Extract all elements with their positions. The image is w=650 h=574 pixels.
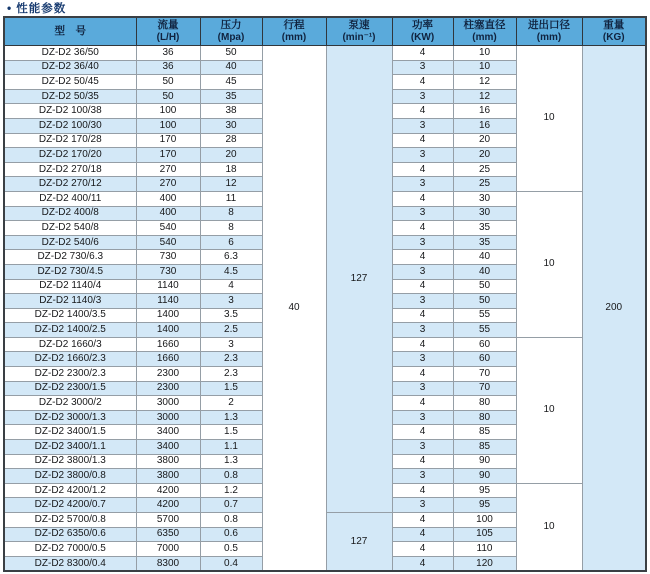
cell-plunger: 55 <box>453 308 516 323</box>
cell-plunger: 90 <box>453 454 516 469</box>
cell-pressure: 1.1 <box>200 440 262 455</box>
cell-power: 4 <box>392 556 453 571</box>
cell-power: 3 <box>392 60 453 75</box>
cell-pressure: 35 <box>200 89 262 104</box>
cell-power: 4 <box>392 483 453 498</box>
merged-cell-weight: 200 <box>582 46 646 572</box>
cell-power: 4 <box>392 454 453 469</box>
cell-pressure: 3 <box>200 337 262 352</box>
cell-model: DZ-D2 540/6 <box>4 235 136 250</box>
performance-table <box>3 16 647 572</box>
cell-plunger: 10 <box>453 46 516 61</box>
cell-power: 4 <box>392 279 453 294</box>
cell-pressure: 8 <box>200 206 262 221</box>
cell-model: DZ-D2 400/8 <box>4 206 136 221</box>
cell-pressure: 0.6 <box>200 527 262 542</box>
cell-plunger: 30 <box>453 206 516 221</box>
cell-flow: 100 <box>136 104 200 119</box>
cell-flow: 3000 <box>136 396 200 411</box>
cell-plunger: 70 <box>453 367 516 382</box>
cell-pressure: 4 <box>200 279 262 294</box>
cell-power: 3 <box>392 381 453 396</box>
cell-pressure: 0.4 <box>200 556 262 571</box>
cell-power: 3 <box>392 410 453 425</box>
cell-flow: 1660 <box>136 352 200 367</box>
merged-cell-speed: 127 <box>326 46 392 513</box>
cell-plunger: 50 <box>453 294 516 309</box>
cell-power: 4 <box>392 104 453 119</box>
cell-flow: 730 <box>136 264 200 279</box>
cell-pressure: 28 <box>200 133 262 148</box>
cell-flow: 2300 <box>136 367 200 382</box>
cell-pressure: 38 <box>200 104 262 119</box>
cell-flow: 3400 <box>136 425 200 440</box>
cell-power: 3 <box>392 206 453 221</box>
cell-model: DZ-D2 270/18 <box>4 162 136 177</box>
cell-pressure: 3.5 <box>200 308 262 323</box>
cell-flow: 170 <box>136 133 200 148</box>
cell-flow: 50 <box>136 89 200 104</box>
cell-plunger: 80 <box>453 396 516 411</box>
cell-plunger: 95 <box>453 498 516 513</box>
cell-power: 4 <box>392 527 453 542</box>
cell-power: 4 <box>392 221 453 236</box>
merged-cell-port: 10 <box>516 337 582 483</box>
cell-model: DZ-D2 1140/4 <box>4 279 136 294</box>
cell-flow: 100 <box>136 118 200 133</box>
cell-power: 3 <box>392 440 453 455</box>
cell-power: 3 <box>392 235 453 250</box>
cell-model: DZ-D2 2300/1.5 <box>4 381 136 396</box>
table-header <box>4 17 646 46</box>
cell-plunger: 25 <box>453 177 516 192</box>
cell-power: 4 <box>392 46 453 61</box>
cell-power: 4 <box>392 133 453 148</box>
cell-flow: 50 <box>136 75 200 90</box>
cell-power: 3 <box>392 498 453 513</box>
cell-plunger: 20 <box>453 148 516 163</box>
cell-plunger: 80 <box>453 410 516 425</box>
cell-power: 4 <box>392 162 453 177</box>
cell-model: DZ-D2 2300/2.3 <box>4 367 136 382</box>
cell-flow: 36 <box>136 60 200 75</box>
cell-power: 4 <box>392 308 453 323</box>
cell-flow: 1140 <box>136 279 200 294</box>
cell-plunger: 85 <box>453 440 516 455</box>
cell-flow: 1400 <box>136 323 200 338</box>
cell-power: 3 <box>392 469 453 484</box>
cell-pressure: 2.3 <box>200 367 262 382</box>
cell-flow: 4200 <box>136 498 200 513</box>
cell-model: DZ-D2 7000/0.5 <box>4 542 136 557</box>
cell-model: DZ-D2 100/38 <box>4 104 136 119</box>
cell-pressure: 30 <box>200 118 262 133</box>
cell-flow: 1400 <box>136 308 200 323</box>
cell-power: 4 <box>392 396 453 411</box>
cell-pressure: 40 <box>200 60 262 75</box>
cell-power: 4 <box>392 425 453 440</box>
cell-power: 4 <box>392 542 453 557</box>
cell-flow: 170 <box>136 148 200 163</box>
cell-power: 3 <box>392 118 453 133</box>
cell-model: DZ-D2 3000/1.3 <box>4 410 136 425</box>
cell-power: 3 <box>392 294 453 309</box>
cell-model: DZ-D2 4200/1.2 <box>4 483 136 498</box>
cell-plunger: 40 <box>453 264 516 279</box>
column-header-flow: 流量 (L/H) <box>136 17 200 46</box>
cell-model: DZ-D2 1660/3 <box>4 337 136 352</box>
cell-model: DZ-D2 1400/2.5 <box>4 323 136 338</box>
cell-power: 3 <box>392 148 453 163</box>
cell-model: DZ-D2 36/50 <box>4 46 136 61</box>
cell-model: DZ-D2 3400/1.5 <box>4 425 136 440</box>
cell-power: 3 <box>392 177 453 192</box>
merged-cell-speed: 127 <box>326 513 392 572</box>
cell-model: DZ-D2 100/30 <box>4 118 136 133</box>
cell-flow: 270 <box>136 177 200 192</box>
column-header-power: 功率 (KW) <box>392 17 453 46</box>
cell-model: DZ-D2 170/20 <box>4 148 136 163</box>
cell-pressure: 2.3 <box>200 352 262 367</box>
cell-model: DZ-D2 270/12 <box>4 177 136 192</box>
column-header-stroke: 行程 (mm) <box>262 17 326 46</box>
cell-pressure: 3 <box>200 294 262 309</box>
cell-model: DZ-D2 36/40 <box>4 60 136 75</box>
cell-pressure: 20 <box>200 148 262 163</box>
cell-flow: 3000 <box>136 410 200 425</box>
cell-plunger: 90 <box>453 469 516 484</box>
cell-flow: 3400 <box>136 440 200 455</box>
cell-pressure: 2 <box>200 396 262 411</box>
cell-flow: 1660 <box>136 337 200 352</box>
cell-pressure: 4.5 <box>200 264 262 279</box>
cell-flow: 8300 <box>136 556 200 571</box>
merged-cell-port: 10 <box>516 191 582 337</box>
column-header-speed: 泵速 (min⁻¹) <box>326 17 392 46</box>
cell-pressure: 0.7 <box>200 498 262 513</box>
cell-pressure: 45 <box>200 75 262 90</box>
cell-pressure: 50 <box>200 46 262 61</box>
cell-plunger: 85 <box>453 425 516 440</box>
cell-flow: 5700 <box>136 513 200 528</box>
cell-plunger: 70 <box>453 381 516 396</box>
table-body <box>4 46 646 572</box>
cell-flow: 540 <box>136 235 200 250</box>
cell-pressure: 1.5 <box>200 425 262 440</box>
cell-plunger: 60 <box>453 337 516 352</box>
cell-flow: 2300 <box>136 381 200 396</box>
cell-flow: 7000 <box>136 542 200 557</box>
cell-flow: 3800 <box>136 469 200 484</box>
cell-pressure: 0.8 <box>200 513 262 528</box>
cell-pressure: 11 <box>200 191 262 206</box>
cell-model: DZ-D2 3800/0.8 <box>4 469 136 484</box>
cell-power: 3 <box>392 264 453 279</box>
cell-flow: 4200 <box>136 483 200 498</box>
cell-plunger: 110 <box>453 542 516 557</box>
cell-power: 3 <box>392 352 453 367</box>
cell-flow: 36 <box>136 46 200 61</box>
cell-pressure: 6.3 <box>200 250 262 265</box>
cell-model: DZ-D2 8300/0.4 <box>4 556 136 571</box>
cell-plunger: 20 <box>453 133 516 148</box>
cell-model: DZ-D2 400/11 <box>4 191 136 206</box>
cell-plunger: 95 <box>453 483 516 498</box>
cell-model: DZ-D2 5700/0.8 <box>4 513 136 528</box>
merged-cell-port: 10 <box>516 483 582 571</box>
column-header-plunger: 柱塞直径 (mm) <box>453 17 516 46</box>
cell-pressure: 1.5 <box>200 381 262 396</box>
cell-flow: 6350 <box>136 527 200 542</box>
cell-pressure: 1.3 <box>200 410 262 425</box>
cell-pressure: 1.2 <box>200 483 262 498</box>
cell-power: 4 <box>392 367 453 382</box>
cell-power: 3 <box>392 323 453 338</box>
cell-plunger: 60 <box>453 352 516 367</box>
cell-pressure: 18 <box>200 162 262 177</box>
cell-plunger: 105 <box>453 527 516 542</box>
cell-model: DZ-D2 3800/1.3 <box>4 454 136 469</box>
cell-power: 4 <box>392 513 453 528</box>
column-header-model: 型 号 <box>4 17 136 46</box>
cell-flow: 730 <box>136 250 200 265</box>
cell-model: DZ-D2 3400/1.1 <box>4 440 136 455</box>
cell-model: DZ-D2 50/35 <box>4 89 136 104</box>
column-header-pressure: 压力 (Mpa) <box>200 17 262 46</box>
cell-plunger: 35 <box>453 221 516 236</box>
cell-plunger: 12 <box>453 75 516 90</box>
cell-model: DZ-D2 50/45 <box>4 75 136 90</box>
cell-plunger: 40 <box>453 250 516 265</box>
cell-pressure: 2.5 <box>200 323 262 338</box>
cell-model: DZ-D2 730/4.5 <box>4 264 136 279</box>
cell-pressure: 12 <box>200 177 262 192</box>
cell-plunger: 55 <box>453 323 516 338</box>
cell-plunger: 10 <box>453 60 516 75</box>
cell-model: DZ-D2 1140/3 <box>4 294 136 309</box>
page-title <box>0 0 650 16</box>
cell-plunger: 120 <box>453 556 516 571</box>
cell-model: DZ-D2 540/8 <box>4 221 136 236</box>
cell-model: DZ-D2 3000/2 <box>4 396 136 411</box>
column-header-port: 进出口径 (mm) <box>516 17 582 46</box>
cell-power: 4 <box>392 191 453 206</box>
cell-power: 4 <box>392 250 453 265</box>
cell-flow: 3800 <box>136 454 200 469</box>
cell-model: DZ-D2 1400/3.5 <box>4 308 136 323</box>
cell-flow: 400 <box>136 191 200 206</box>
cell-flow: 1140 <box>136 294 200 309</box>
cell-model: DZ-D2 170/28 <box>4 133 136 148</box>
bullet-icon: • <box>7 0 12 15</box>
cell-power: 3 <box>392 89 453 104</box>
page-title-text: 性能参数 <box>16 2 67 15</box>
cell-plunger: 100 <box>453 513 516 528</box>
cell-pressure: 8 <box>200 221 262 236</box>
cell-plunger: 12 <box>453 89 516 104</box>
cell-plunger: 30 <box>453 191 516 206</box>
cell-power: 4 <box>392 75 453 90</box>
cell-plunger: 25 <box>453 162 516 177</box>
merged-cell-stroke: 40 <box>262 46 326 572</box>
cell-pressure: 0.8 <box>200 469 262 484</box>
merged-cell-port: 10 <box>516 46 582 192</box>
table-row <box>4 46 646 61</box>
cell-flow: 400 <box>136 206 200 221</box>
cell-plunger: 16 <box>453 118 516 133</box>
cell-plunger: 16 <box>453 104 516 119</box>
cell-model: DZ-D2 6350/0.6 <box>4 527 136 542</box>
cell-model: DZ-D2 730/6.3 <box>4 250 136 265</box>
cell-power: 4 <box>392 337 453 352</box>
cell-model: DZ-D2 1660/2.3 <box>4 352 136 367</box>
cell-flow: 540 <box>136 221 200 236</box>
cell-model: DZ-D2 4200/0.7 <box>4 498 136 513</box>
cell-plunger: 35 <box>453 235 516 250</box>
cell-flow: 270 <box>136 162 200 177</box>
column-header-weight: 重量 (KG) <box>582 17 646 46</box>
cell-plunger: 50 <box>453 279 516 294</box>
cell-pressure: 6 <box>200 235 262 250</box>
cell-pressure: 0.5 <box>200 542 262 557</box>
cell-pressure: 1.3 <box>200 454 262 469</box>
